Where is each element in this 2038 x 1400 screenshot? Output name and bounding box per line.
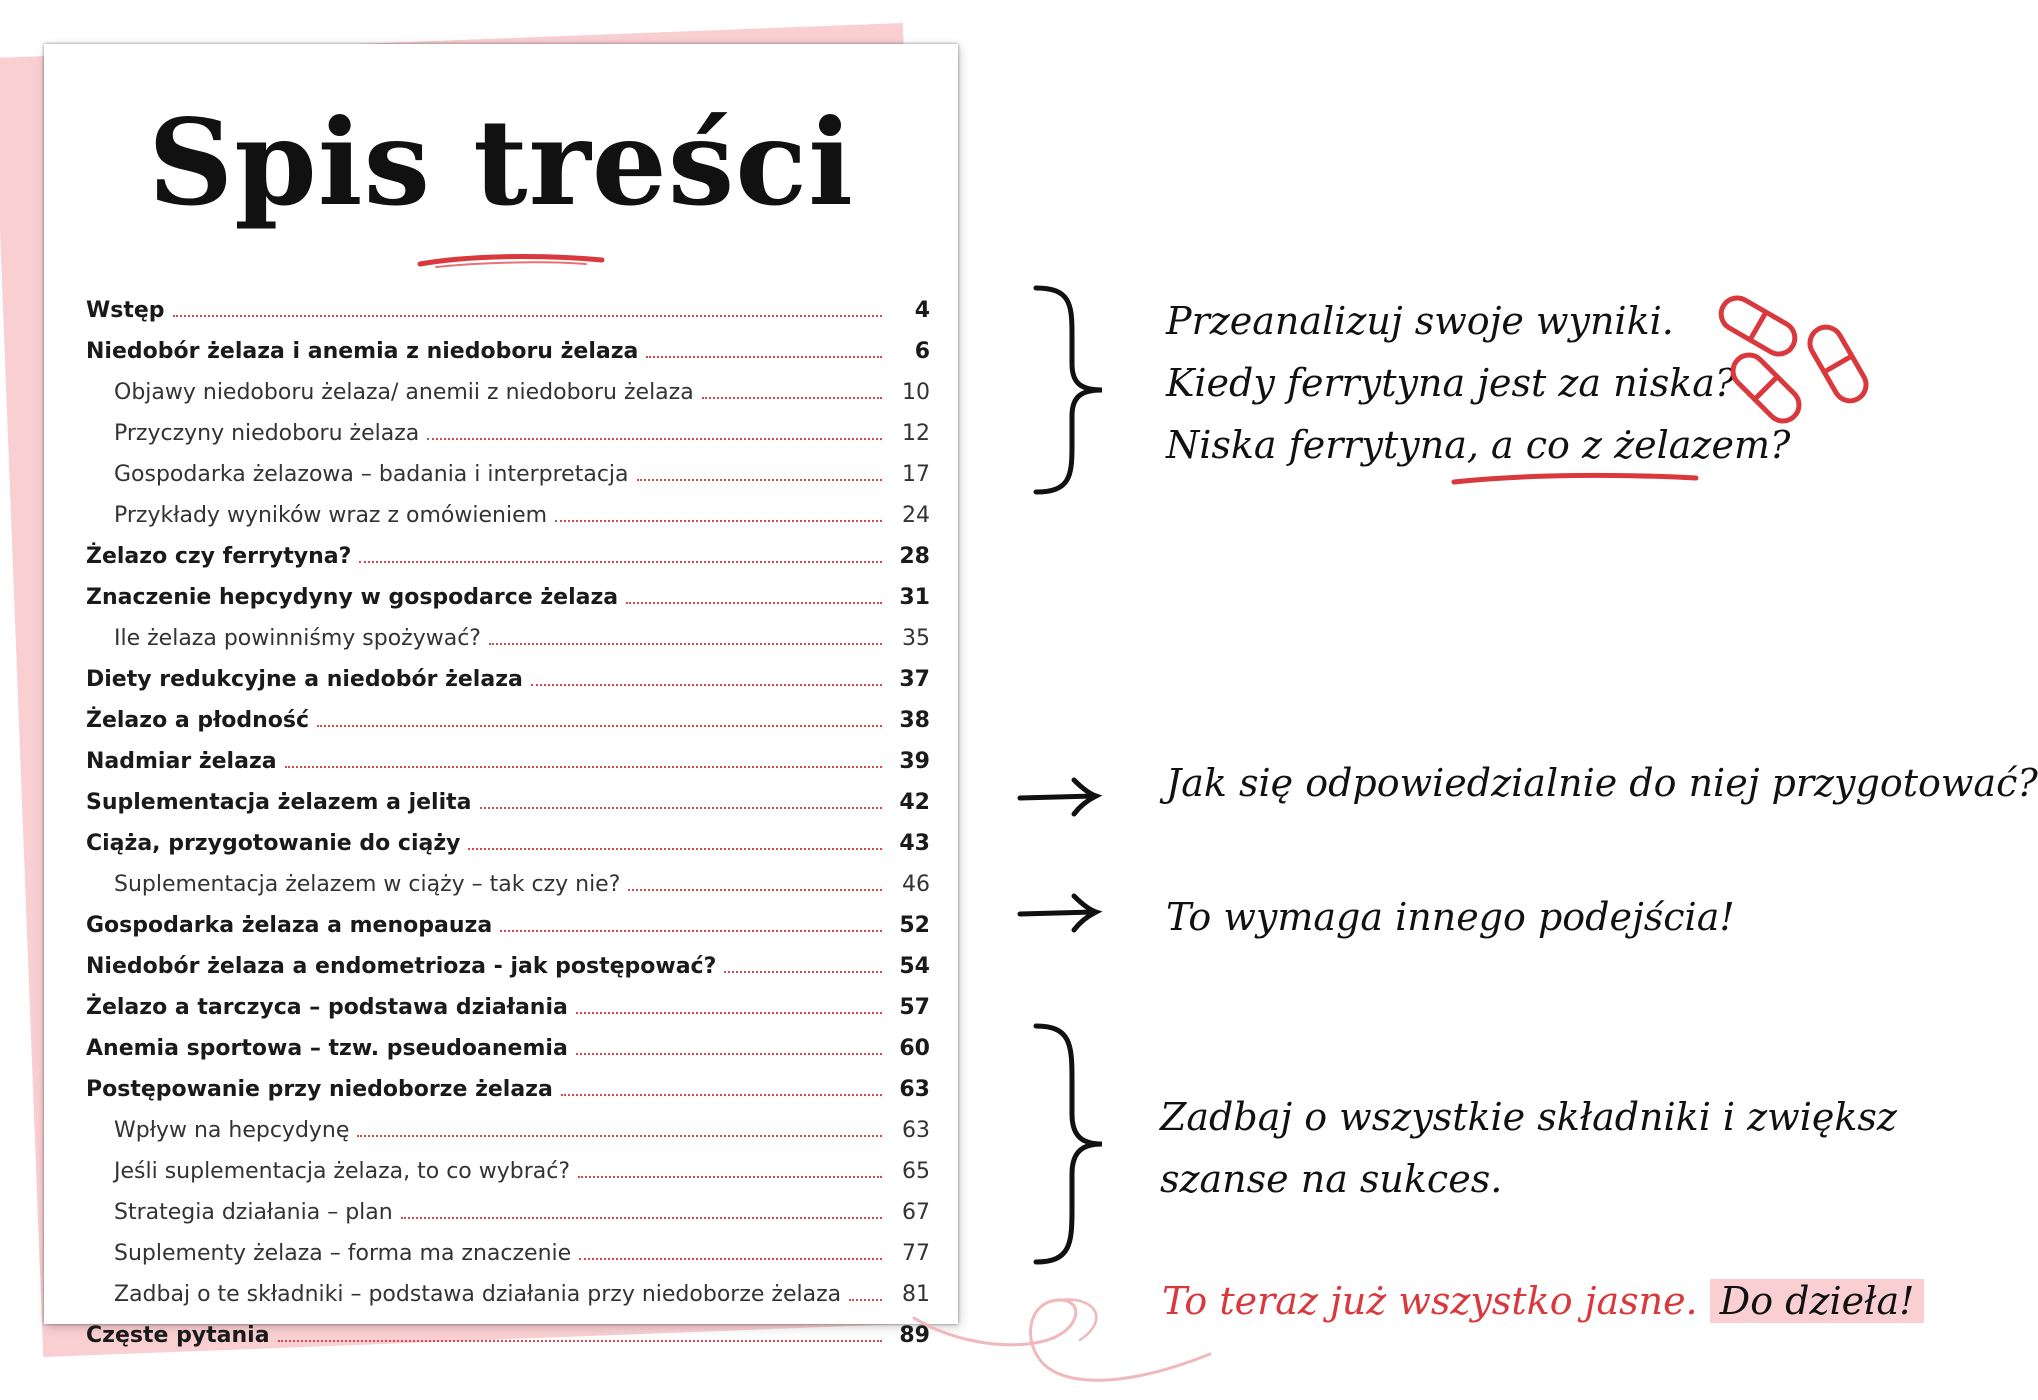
toc-dot-leader <box>480 806 882 809</box>
toc-row <box>86 1061 930 1102</box>
note-group-2 <box>1160 1086 1897 1210</box>
toc-page-number: 52 <box>899 913 930 938</box>
toc-row <box>86 282 930 323</box>
toc-entry-label: Wpływ na hepcydynę <box>114 1118 350 1143</box>
toc-page-number: 12 <box>902 421 930 446</box>
table-of-contents <box>86 282 930 1348</box>
toc-page-number: 46 <box>902 872 930 897</box>
toc-row <box>86 897 930 938</box>
toc-page-number: 43 <box>899 831 930 856</box>
toc-page-number: 57 <box>899 995 930 1020</box>
toc-page-number: 17 <box>902 462 930 487</box>
toc-row <box>86 1307 930 1348</box>
toc-page <box>44 44 958 1348</box>
toc-row <box>86 1184 930 1225</box>
toc-dot-leader <box>173 314 882 317</box>
toc-page-number: 65 <box>902 1159 930 1184</box>
toc-entry-label: Strategia działania – plan <box>114 1200 393 1225</box>
toc-dot-leader <box>357 1134 882 1137</box>
note-arrow-2: To wymaga innego podejścia! <box>1166 895 1735 939</box>
final-note-red: To teraz już wszystko jasne. <box>1162 1279 1698 1323</box>
final-note <box>1162 1270 1924 1332</box>
toc-row <box>86 364 930 405</box>
toc-row <box>86 1020 930 1061</box>
toc-dot-leader <box>561 1093 882 1096</box>
toc-dot-leader <box>500 929 882 932</box>
toc-page-number: 77 <box>902 1241 930 1266</box>
toc-page-number: 67 <box>902 1200 930 1225</box>
toc-entry-label: Suplementacja żelazem a jelita <box>86 790 472 815</box>
arrow-right-icon <box>1016 776 1100 816</box>
toc-dot-leader <box>285 765 882 768</box>
toc-page-number: 35 <box>902 626 930 651</box>
toc-page-number: 63 <box>902 1118 930 1143</box>
toc-dot-leader <box>702 396 882 399</box>
toc-entry-label: Niedobór żelaza a endometrioza - jak postępować? <box>86 954 717 979</box>
toc-row <box>86 856 930 897</box>
toc-entry-label: Nadmiar żelaza <box>86 749 277 774</box>
note-line: Kiedy ferrytyna jest za niska? <box>1166 361 1736 405</box>
toc-dot-leader <box>576 1011 882 1014</box>
toc-row <box>86 323 930 364</box>
toc-dot-leader <box>646 355 882 358</box>
toc-dot-leader <box>849 1298 882 1301</box>
toc-page-number: 10 <box>902 380 930 405</box>
toc-entry-label: Niedobór żelaza i anemia z niedoboru żelaza <box>86 339 639 364</box>
toc-row <box>86 1143 930 1184</box>
note-group-1 <box>1166 290 1790 476</box>
curly-brace-icon <box>1030 284 1110 496</box>
final-note-highlight: Do dzieła! <box>1710 1279 1925 1323</box>
toc-entry-label: Suplementacja żelazem w ciąży – tak czy nie? <box>114 872 621 897</box>
toc-page-number: 81 <box>902 1282 930 1307</box>
note-arrow-1: Jak się odpowiedzialnie do niej przygotować? <box>1166 761 2038 805</box>
toc-entry-label: Znaczenie hepcydyny w gospodarce żelaza <box>86 585 619 610</box>
toc-row <box>86 446 930 487</box>
toc-dot-leader <box>724 970 882 973</box>
toc-row <box>86 569 930 610</box>
toc-dot-leader <box>637 478 882 481</box>
toc-dot-leader <box>317 724 882 727</box>
toc-entry-label: Przykłady wyników wraz z omówieniem <box>114 503 548 528</box>
toc-entry-label: Przyczyny niedoboru żelaza <box>114 421 420 446</box>
toc-dot-leader <box>579 1257 882 1260</box>
toc-entry-label: Jeśli suplementacja żelaza, to co wybrać? <box>114 1159 571 1184</box>
note-line: Przeanalizuj swoje wyniki. <box>1166 299 1674 343</box>
toc-dot-leader <box>401 1216 882 1219</box>
toc-row <box>86 774 930 815</box>
toc-page-number: 31 <box>899 585 930 610</box>
toc-page-number: 37 <box>899 667 930 692</box>
toc-page-number: 42 <box>899 790 930 815</box>
toc-entry-label: Anemia sportowa – tzw. pseudoanemia <box>86 1036 568 1061</box>
toc-entry-label: Postępowanie przy niedoborze żelaza <box>86 1077 553 1102</box>
toc-entry-label: Żelazo czy ferrytyna? <box>86 544 352 569</box>
toc-row <box>86 1266 930 1307</box>
toc-dot-leader <box>628 888 882 891</box>
toc-row <box>86 487 930 528</box>
toc-page-number: 63 <box>899 1077 930 1102</box>
toc-entry-label: Diety redukcyjne a niedobór żelaza <box>86 667 523 692</box>
toc-entry-label: Ciąża, przygotowanie do ciąży <box>86 831 461 856</box>
toc-page-number: 28 <box>899 544 930 569</box>
toc-page-number: 4 <box>914 298 930 323</box>
toc-row <box>86 1102 930 1143</box>
title-underline-icon <box>416 250 606 272</box>
toc-row <box>86 405 930 446</box>
toc-dot-leader <box>576 1052 882 1055</box>
toc-page-number: 38 <box>899 708 930 733</box>
note-underline-icon <box>1450 470 1700 490</box>
toc-entry-label: Gospodarka żelazowa – badania i interpretacja <box>114 462 629 487</box>
note-line: Zadbaj o wszystkie składniki i zwiększ <box>1160 1095 1897 1139</box>
toc-page-number: 24 <box>902 503 930 528</box>
toc-entry-label: Objawy niedoboru żelaza/ anemii z niedoboru żelaza <box>114 380 694 405</box>
toc-dot-leader <box>278 1339 882 1342</box>
toc-dot-leader <box>489 642 882 645</box>
toc-entry-label: Ile żelaza powinniśmy spożywać? <box>114 626 481 651</box>
curly-brace-icon <box>1030 1022 1110 1266</box>
toc-row <box>86 733 930 774</box>
toc-dot-leader <box>555 519 882 522</box>
toc-entry-label: Gospodarka żelaza a menopauza <box>86 913 493 938</box>
toc-row <box>86 979 930 1020</box>
toc-row <box>86 528 930 569</box>
toc-page-number: 54 <box>899 954 930 979</box>
toc-page-number: 60 <box>899 1036 930 1061</box>
toc-entry-label: Zadbaj o te składniki – podstawa działania przy niedoborze żelaza <box>114 1282 842 1307</box>
toc-row <box>86 938 930 979</box>
toc-dot-leader <box>578 1175 882 1178</box>
toc-dot-leader <box>427 437 882 440</box>
note-line: Niska ferrytyna, a co z żelazem? <box>1166 423 1791 467</box>
toc-row <box>86 1225 930 1266</box>
toc-entry-label: Suplementy żelaza – forma ma znaczenie <box>114 1241 572 1266</box>
swirl-decoration-icon <box>910 1290 1220 1400</box>
note-line: szanse na sukces. <box>1160 1157 1503 1201</box>
toc-page-number: 39 <box>899 749 930 774</box>
toc-dot-leader <box>359 560 882 563</box>
toc-row <box>86 610 930 651</box>
toc-entry-label: Żelazo a tarczyca – podstawa działania <box>86 995 568 1020</box>
toc-dot-leader <box>468 847 882 850</box>
toc-entry-label: Częste pytania <box>86 1323 270 1348</box>
arrow-right-icon <box>1016 892 1100 932</box>
toc-page-number: 89 <box>899 1323 930 1348</box>
toc-entry-label: Żelazo a płodność <box>86 708 310 733</box>
page-title: Spis treści <box>148 93 854 232</box>
toc-dot-leader <box>531 683 882 686</box>
toc-row <box>86 815 930 856</box>
toc-row <box>86 651 930 692</box>
pills-icon <box>1710 292 1880 432</box>
toc-entry-label: Wstęp <box>86 298 165 323</box>
toc-page-number: 6 <box>914 339 930 364</box>
toc-row <box>86 692 930 733</box>
toc-dot-leader <box>626 601 882 604</box>
